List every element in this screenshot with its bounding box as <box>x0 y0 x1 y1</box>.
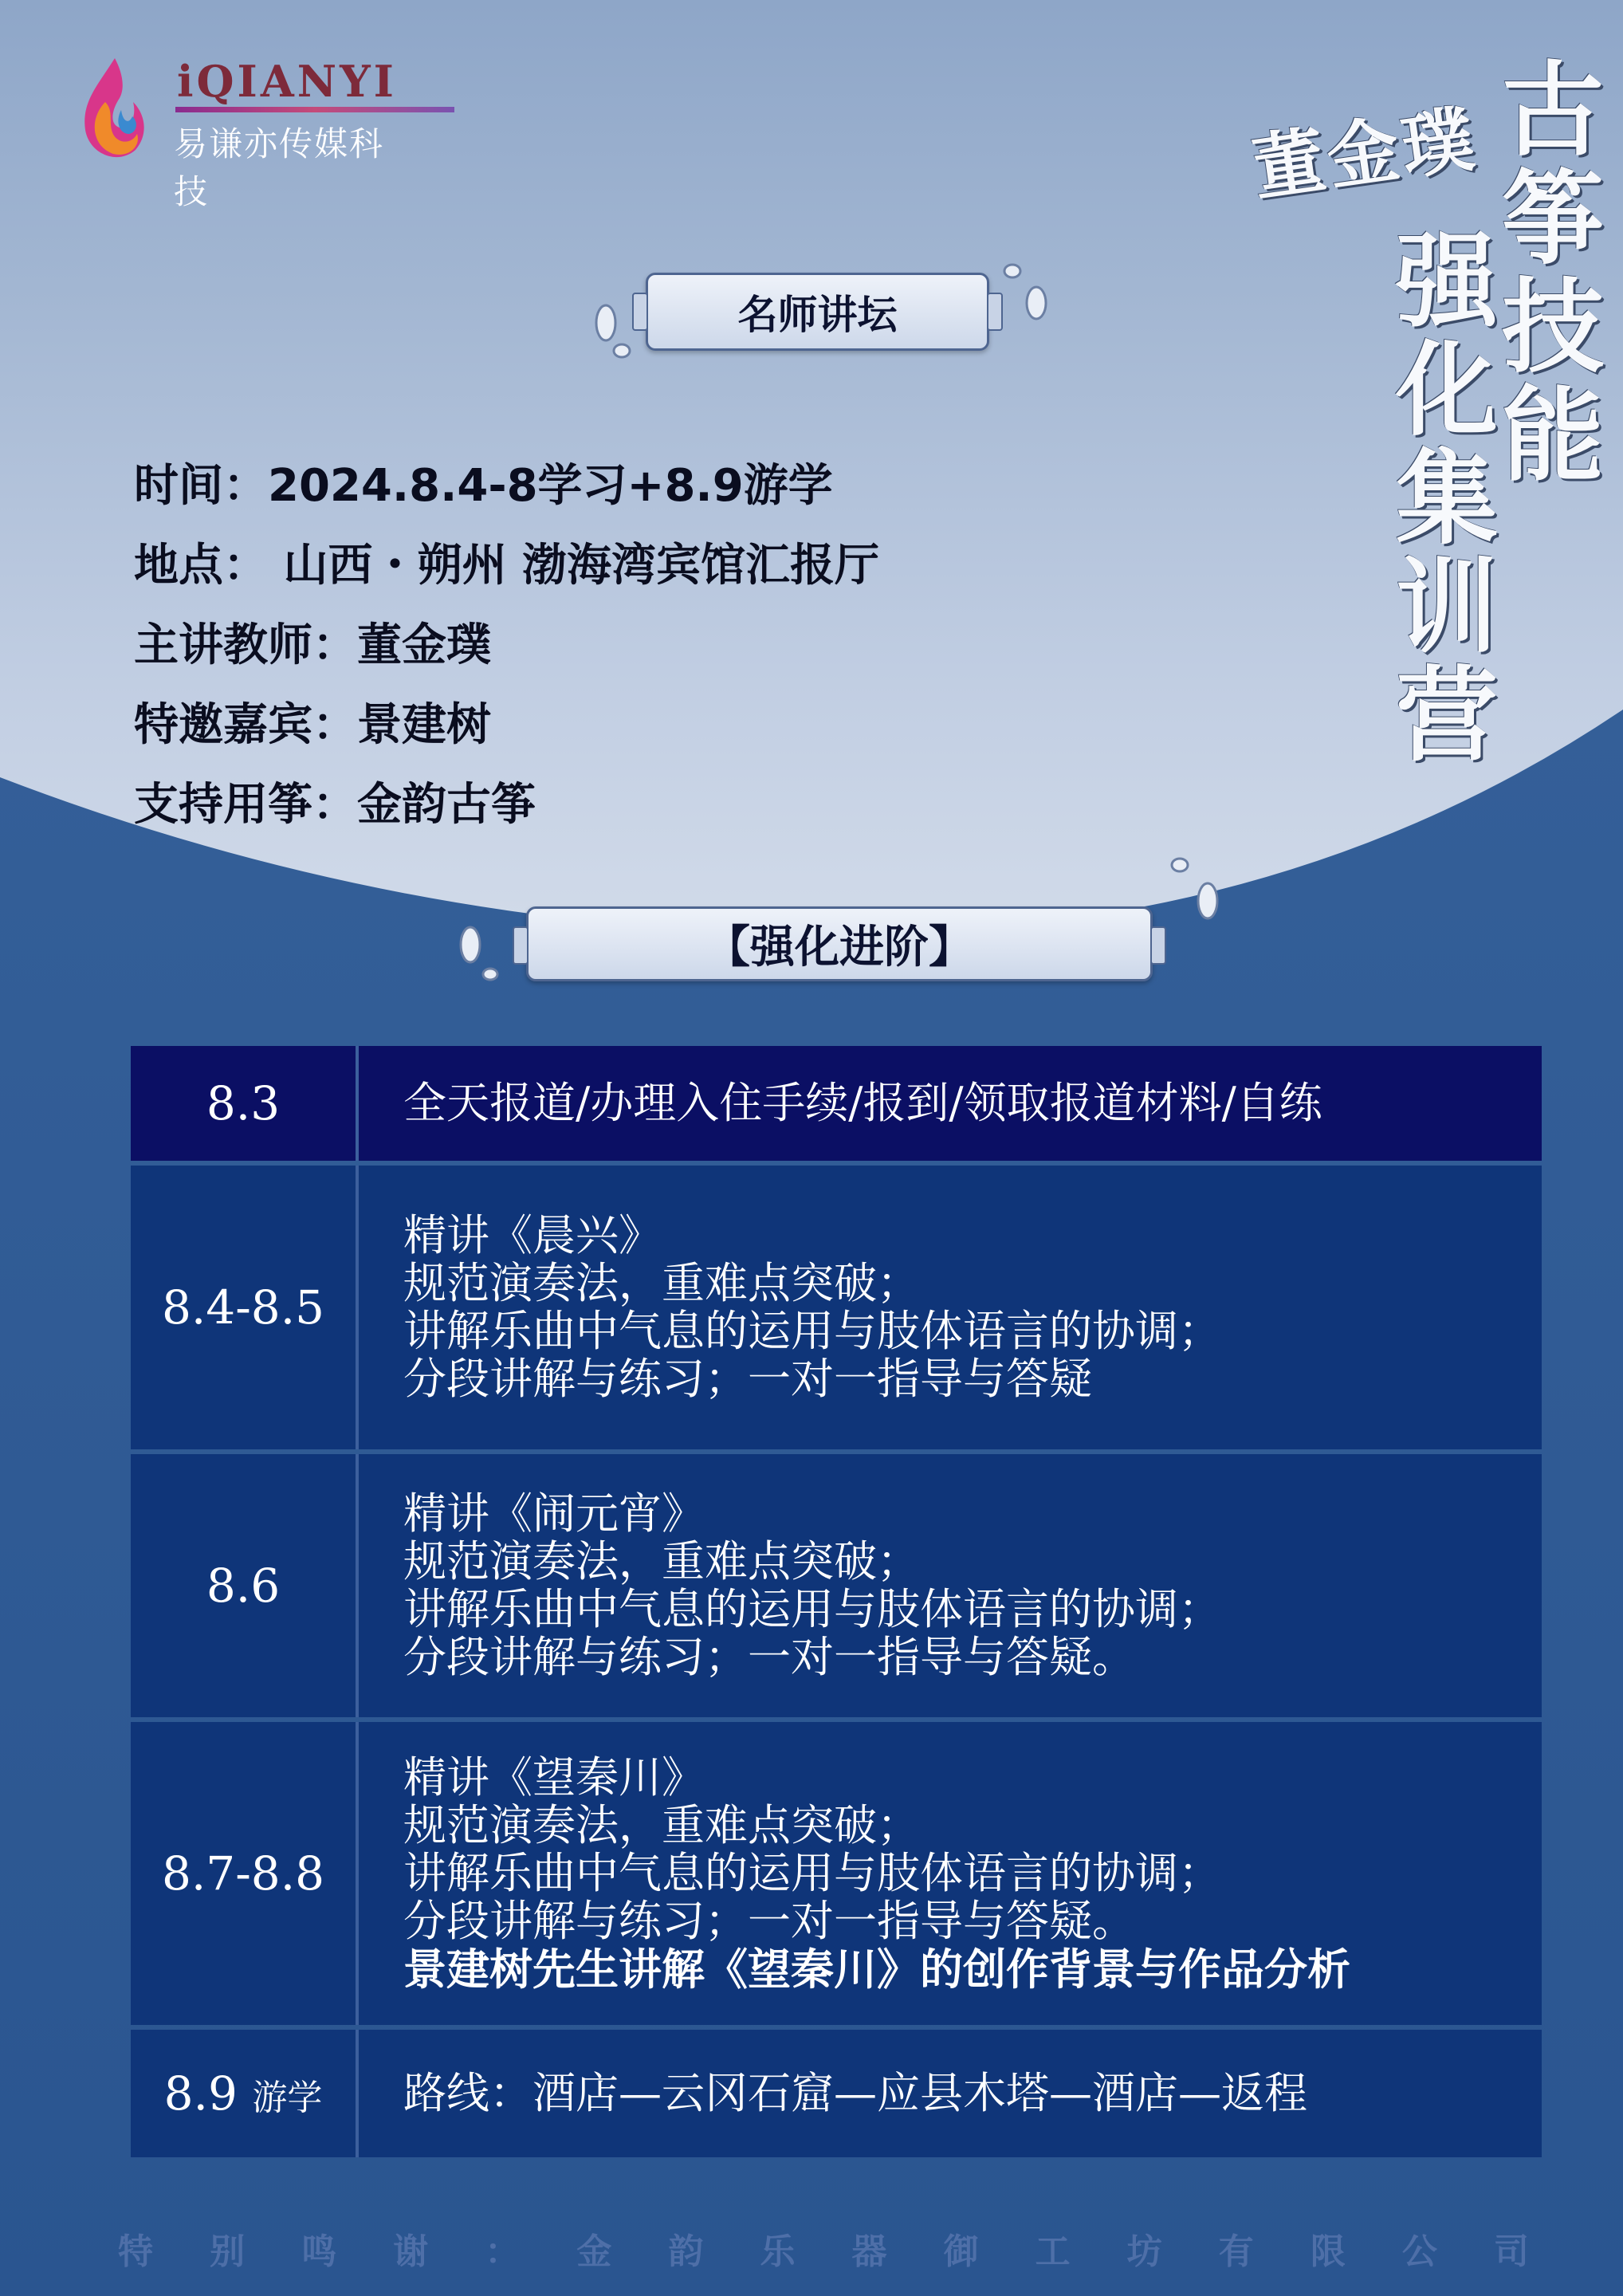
thanks-char: 韵 <box>668 2231 704 2272</box>
thanks-char: 司 <box>1493 2231 1529 2272</box>
desc-line: 精讲《晨兴》 <box>403 1210 662 1260</box>
schedule-date-suffix: 游学 <box>252 2078 323 2118</box>
info-instrument: 支持用筝：金韵古筝 <box>134 779 536 831</box>
thanks-char: ： <box>485 2231 521 2272</box>
title-training-camp: 强化集训营 <box>1378 227 1498 769</box>
thanks-char: 金 <box>576 2231 612 2272</box>
info-time: 时间：2024.8.4-8学习+8.9游学 <box>134 460 833 512</box>
desc-line: 规范演奏法，重难点突破； <box>403 1800 920 1850</box>
logo-underline <box>175 107 454 112</box>
info-guest: 特邀嘉宾：景建树 <box>134 699 491 751</box>
thanks-char: 公 <box>1401 2231 1437 2272</box>
schedule-desc <box>356 1046 1542 1161</box>
desc-line: 分段讲解与练习；一对一指导与答疑。 <box>403 1896 1135 1946</box>
schedule-date: 8.6 <box>131 1454 356 1717</box>
desc-line: 讲解乐曲中气息的运用与肢体语言的协调； <box>403 1848 1221 1898</box>
thanks-char: 器 <box>851 2231 887 2272</box>
advanced-banner <box>526 906 1153 981</box>
thanks-char: 有 <box>1218 2231 1254 2272</box>
flame-logo-icon <box>73 54 153 166</box>
thanks-char: 工 <box>1035 2231 1071 2272</box>
table-row <box>131 2030 1542 2157</box>
masters-forum-banner <box>646 273 989 351</box>
info-location: 地点： 山西・朔州 渤海湾宾馆汇报厅 <box>134 540 879 592</box>
schedule-date: 8.7-8.8 <box>131 1722 356 2025</box>
schedule-table <box>131 1041 1542 2162</box>
advanced-label: 【强化进阶】 <box>705 922 973 973</box>
title-teacher-name: 董金璞 <box>1248 96 1483 212</box>
desc-line: 分段讲解与练习；一对一指导与答疑 <box>403 1354 1092 1404</box>
desc-line: 规范演奏法，重难点突破； <box>403 1258 920 1308</box>
thanks-char: 限 <box>1310 2231 1346 2272</box>
desc-line: 分段讲解与练习；一对一指导与答疑。 <box>403 1632 1135 1682</box>
thanks-char: 乐 <box>760 2231 796 2272</box>
desc-line: 讲解乐曲中气息的运用与肢体语言的协调； <box>403 1306 1221 1356</box>
table-row <box>131 1046 1542 1161</box>
thanks-char: 御 <box>943 2231 979 2272</box>
schedule-desc <box>356 1722 1542 2025</box>
desc-line: 路线：酒店—云冈石窟—应县木塔—酒店—返程 <box>403 2068 1307 2118</box>
info-lecturer: 主讲教师：董金璞 <box>134 619 491 671</box>
thanks-char: 特 <box>118 2231 153 2272</box>
schedule-desc <box>356 1454 1542 1717</box>
desc-line: 景建树先生讲解《望秦川》的创作背景与作品分析 <box>403 1944 1350 1995</box>
thanks-char: 坊 <box>1126 2231 1162 2272</box>
thanks-char: 谢 <box>393 2231 429 2272</box>
schedule-desc <box>356 1166 1542 1449</box>
schedule-date: 8.4-8.5 <box>131 1166 356 1449</box>
schedule-desc <box>356 2030 1542 2157</box>
special-thanks <box>118 2223 1529 2274</box>
desc-line: 全天报道/办理入住手续/报到/领取报道材料/自练 <box>403 1078 1322 1128</box>
thanks-char: 鸣 <box>301 2231 337 2272</box>
desc-line: 精讲《闹元宵》 <box>403 1488 705 1539</box>
title-guzheng-skills: 古筝技能 <box>1484 56 1604 489</box>
desc-line: 讲解乐曲中气息的运用与肢体语言的协调； <box>403 1584 1221 1634</box>
company-logo <box>73 54 408 211</box>
event-info <box>134 446 879 845</box>
logo-english-name: iQIANYI <box>177 56 397 107</box>
desc-line: 精讲《望秦川》 <box>403 1752 705 1803</box>
table-row <box>131 1454 1542 1717</box>
thanks-char: 别 <box>210 2231 246 2272</box>
table-row <box>131 1166 1542 1449</box>
schedule-date: 8.3 <box>131 1046 356 1161</box>
logo-chinese-name: 易谦亦传媒科技 <box>174 124 385 211</box>
desc-line: 规范演奏法，重难点突破； <box>403 1536 920 1586</box>
schedule-date: 8.9 游学 <box>131 2030 356 2157</box>
table-row <box>131 1722 1542 2025</box>
masters-forum-label: 名师讲坛 <box>737 292 898 338</box>
